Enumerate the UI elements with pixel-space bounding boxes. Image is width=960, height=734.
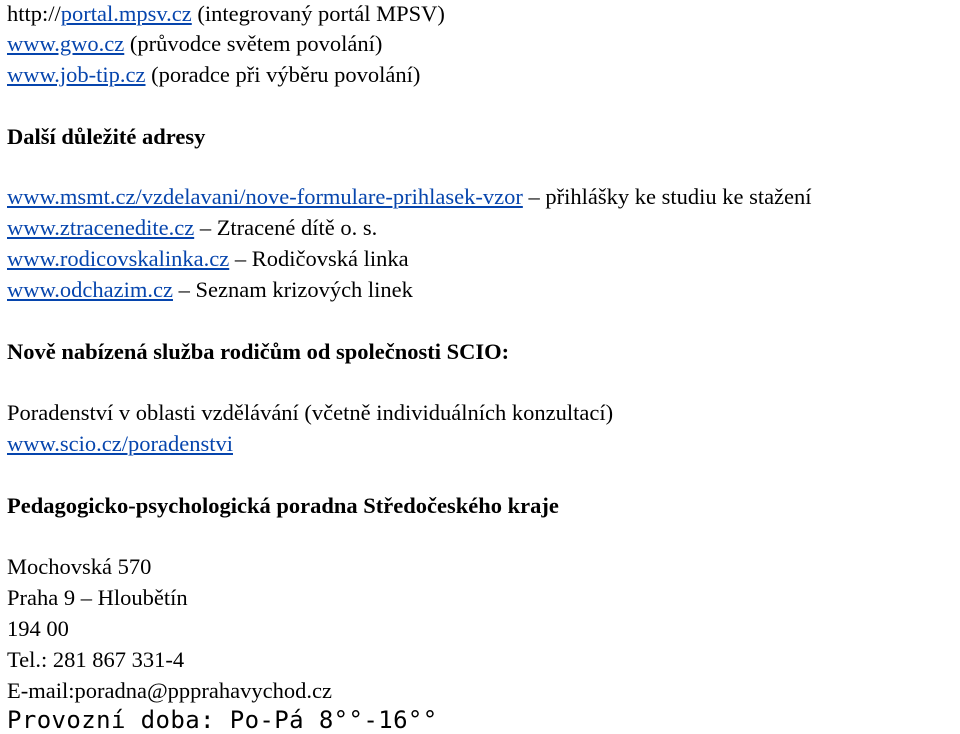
scio-line bbox=[7, 430, 233, 458]
link-description: (integrovaný portál MPSV) bbox=[191, 1, 445, 26]
link-description: (průvodce světem povolání) bbox=[124, 31, 383, 56]
link-prefix: http:// bbox=[7, 1, 61, 26]
portal-mpsv-link[interactable]: portal.mpsv.cz bbox=[60, 1, 192, 26]
phone-number: Tel.: 281 867 331-4 bbox=[7, 647, 185, 672]
other-addresses-heading: Další důležité adresy bbox=[7, 124, 206, 149]
msmt-line bbox=[7, 183, 812, 211]
ztracenedite-link[interactable]: www.ztracenedite.cz bbox=[7, 215, 195, 240]
link-description: – Seznam krizových linek bbox=[172, 277, 413, 302]
link-description: (poradce při výběru povolání) bbox=[145, 62, 421, 87]
job-tip-link[interactable]: www.job-tip.cz bbox=[7, 62, 146, 87]
rodicovskalinka-line bbox=[7, 245, 409, 273]
msmt-link[interactable]: www.msmt.cz/vzdelavani/nove-formulare-prihlasek-vzor bbox=[7, 184, 523, 209]
job-tip-line bbox=[7, 61, 420, 89]
link-description: – Ztracené dítě o. s. bbox=[194, 215, 378, 240]
portal-mpsv-line bbox=[7, 0, 445, 28]
rodicovskalinka-link[interactable]: www.rodicovskalinka.cz bbox=[7, 246, 230, 271]
odchazim-line bbox=[7, 276, 413, 304]
gwo-link[interactable]: www.gwo.cz bbox=[7, 31, 125, 56]
ztracenedite-line bbox=[7, 214, 377, 242]
link-description: – Rodičovská linka bbox=[229, 246, 409, 271]
scio-link[interactable]: www.scio.cz/poradenstvi bbox=[7, 431, 233, 456]
address-city: Praha 9 – Hloubětín bbox=[7, 585, 188, 610]
gwo-line bbox=[7, 30, 382, 58]
opening-hours: Provozní doba: Po-Pá 8°°-16°° bbox=[7, 706, 438, 734]
link-description: – přihlášky ke studiu ke stažení bbox=[522, 184, 812, 209]
email-address: E-mail:poradna@ppprahavychod.cz bbox=[7, 678, 332, 703]
address-postcode: 194 00 bbox=[7, 616, 69, 641]
odchazim-link[interactable]: www.odchazim.cz bbox=[7, 277, 173, 302]
ppp-heading: Pedagogicko-psychologická poradna Středočeského kraje bbox=[7, 493, 559, 518]
scio-heading: Nově nabízená služba rodičům od společnosti SCIO: bbox=[7, 339, 510, 364]
address-street: Mochovská 570 bbox=[7, 554, 152, 579]
scio-description: Poradenství v oblasti vzdělávání (včetně individuálních konzultací) bbox=[7, 400, 614, 425]
